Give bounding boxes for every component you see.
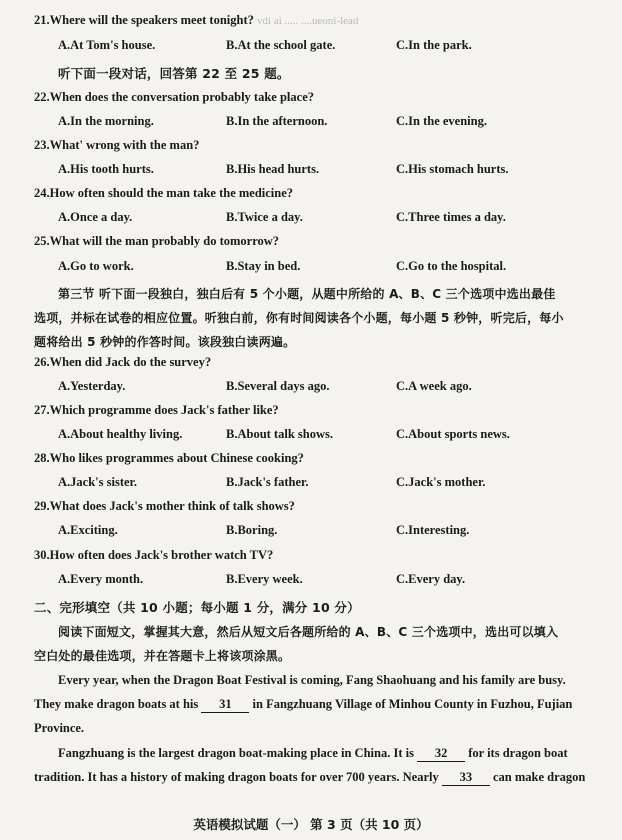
question-21 xyxy=(34,13,358,28)
question-21-text: 21.Where will the speakers meet tonight? xyxy=(34,13,254,27)
passage-p1-line3: Province. xyxy=(34,721,85,735)
q29-option-c[interactable]: C.Interesting. xyxy=(396,523,470,537)
faint-bleed-text: vdi ai ..... ....ueoni-lead xyxy=(257,15,359,27)
passage-text: They make dragon boats at his xyxy=(34,697,199,711)
page-footer: 英语模拟试题（一） 第 3 页（共 10 页） xyxy=(193,817,429,832)
question-22: 22.When does the conversation probably take place? xyxy=(34,90,314,104)
q27-option-b[interactable]: B.About talk shows. xyxy=(226,427,333,441)
q30-option-c[interactable]: C.Every day. xyxy=(396,572,466,586)
passage-text: can make dragon xyxy=(493,770,586,784)
q25-option-c[interactable]: C.Go to the hospital. xyxy=(396,259,507,273)
q25-option-a[interactable]: A.Go to work. xyxy=(58,259,134,273)
q28-option-b[interactable]: B.Jack's father. xyxy=(226,475,309,489)
q22-option-c[interactable]: C.In the evening. xyxy=(396,114,487,128)
q21-option-b[interactable]: B.At the school gate. xyxy=(226,38,336,52)
blank-32[interactable]: 32 xyxy=(417,746,465,762)
q28-option-a[interactable]: A.Jack's sister. xyxy=(58,475,138,489)
q27-option-a[interactable]: A.About healthy living. xyxy=(58,427,183,441)
q29-option-b[interactable]: B.Boring. xyxy=(226,523,278,537)
instruction-22-25: 听下面一段对话，回答第 22 至 25 题。 xyxy=(58,66,290,81)
question-23: 23.What' wrong with the man? xyxy=(34,138,200,152)
q26-option-b[interactable]: B.Several days ago. xyxy=(226,379,330,393)
section3-instruction-line3: 题将给出 5 秒钟的作答时间。该段独白读两遍。 xyxy=(34,335,296,349)
passage-p1-line2 xyxy=(34,697,572,713)
question-27: 27.Which programme does Jack's father like? xyxy=(34,403,279,417)
q27-option-c[interactable]: C.About sports news. xyxy=(396,427,510,441)
q21-option-c[interactable]: C.In the park. xyxy=(396,38,472,52)
q26-option-a[interactable]: A.Yesterday. xyxy=(58,379,126,393)
q22-option-a[interactable]: A.In the morning. xyxy=(58,114,154,128)
q26-option-c[interactable]: C.A week ago. xyxy=(396,379,472,393)
blank-33[interactable]: 33 xyxy=(442,770,490,786)
question-24: 24.How often should the man take the medicine? xyxy=(34,186,294,200)
q24-option-a[interactable]: A.Once a day. xyxy=(58,210,133,224)
q23-option-b[interactable]: B.His head hurts. xyxy=(226,162,320,176)
passage-text: in Fangzhuang Village of Minhou County in Fuzhou, Fujian xyxy=(252,697,573,711)
q28-option-c[interactable]: C.Jack's mother. xyxy=(396,475,486,489)
q21-option-a[interactable]: A.At Tom's house. xyxy=(58,38,156,52)
q24-option-b[interactable]: B.Twice a day. xyxy=(226,210,303,224)
q30-option-a[interactable]: A.Every month. xyxy=(58,572,144,586)
q24-option-c[interactable]: C.Three times a day. xyxy=(396,210,506,224)
part2-instruction-line2: 空白处的最佳选项，并在答题卡上将该项涂黑。 xyxy=(34,649,291,663)
section3-instruction-line1: 第三节 听下面一段独白，独白后有 5 个小题，从题中所给的 A、B、C 三个选项中选出最佳 xyxy=(58,287,556,301)
question-30: 30.How often does Jack's brother watch TV? xyxy=(34,548,274,562)
passage-p1-line1: Every year, when the Dragon Boat Festival is coming, Fang Shaohuang and his family are busy. xyxy=(58,673,566,687)
passage-text: for its dragon boat xyxy=(468,746,568,760)
q29-option-a[interactable]: A.Exciting. xyxy=(58,523,118,537)
q30-option-b[interactable]: B.Every week. xyxy=(226,572,303,586)
q23-option-a[interactable]: A.His tooth hurts. xyxy=(58,162,154,176)
question-28: 28.Who likes programmes about Chinese cooking? xyxy=(34,451,304,465)
passage-text: Fangzhuang is the largest dragon boat-making place in China. It is xyxy=(58,746,414,760)
question-26: 26.When did Jack do the survey? xyxy=(34,355,212,369)
q25-option-b[interactable]: B.Stay in bed. xyxy=(226,259,301,273)
q22-option-b[interactable]: B.In the afternoon. xyxy=(226,114,328,128)
question-25: 25.What will the man probably do tomorrow? xyxy=(34,234,280,248)
part2-instruction-line1: 阅读下面短文，掌握其大意，然后从短文后各题所给的 A、B、C 三个选项中，选出可以填入 xyxy=(58,625,559,639)
blank-31[interactable]: 31 xyxy=(201,697,249,713)
q23-option-c[interactable]: C.His stomach hurts. xyxy=(396,162,509,176)
passage-text: tradition. It has a history of making dragon boats for over 700 years. Nearly xyxy=(34,770,439,784)
section3-instruction-line2: 选项，并标在试卷的相应位置。听独白前，你有时间阅读各个小题，每小题 5 秒钟，听完后，每小 xyxy=(34,311,564,325)
question-29: 29.What does Jack's mother think of talk shows? xyxy=(34,499,295,513)
passage-p2-line2 xyxy=(34,770,585,786)
part2-heading: 二、完形填空（共 10 小题；每小题 1 分，满分 10 分） xyxy=(34,600,360,615)
passage-p2-line1 xyxy=(58,746,568,762)
